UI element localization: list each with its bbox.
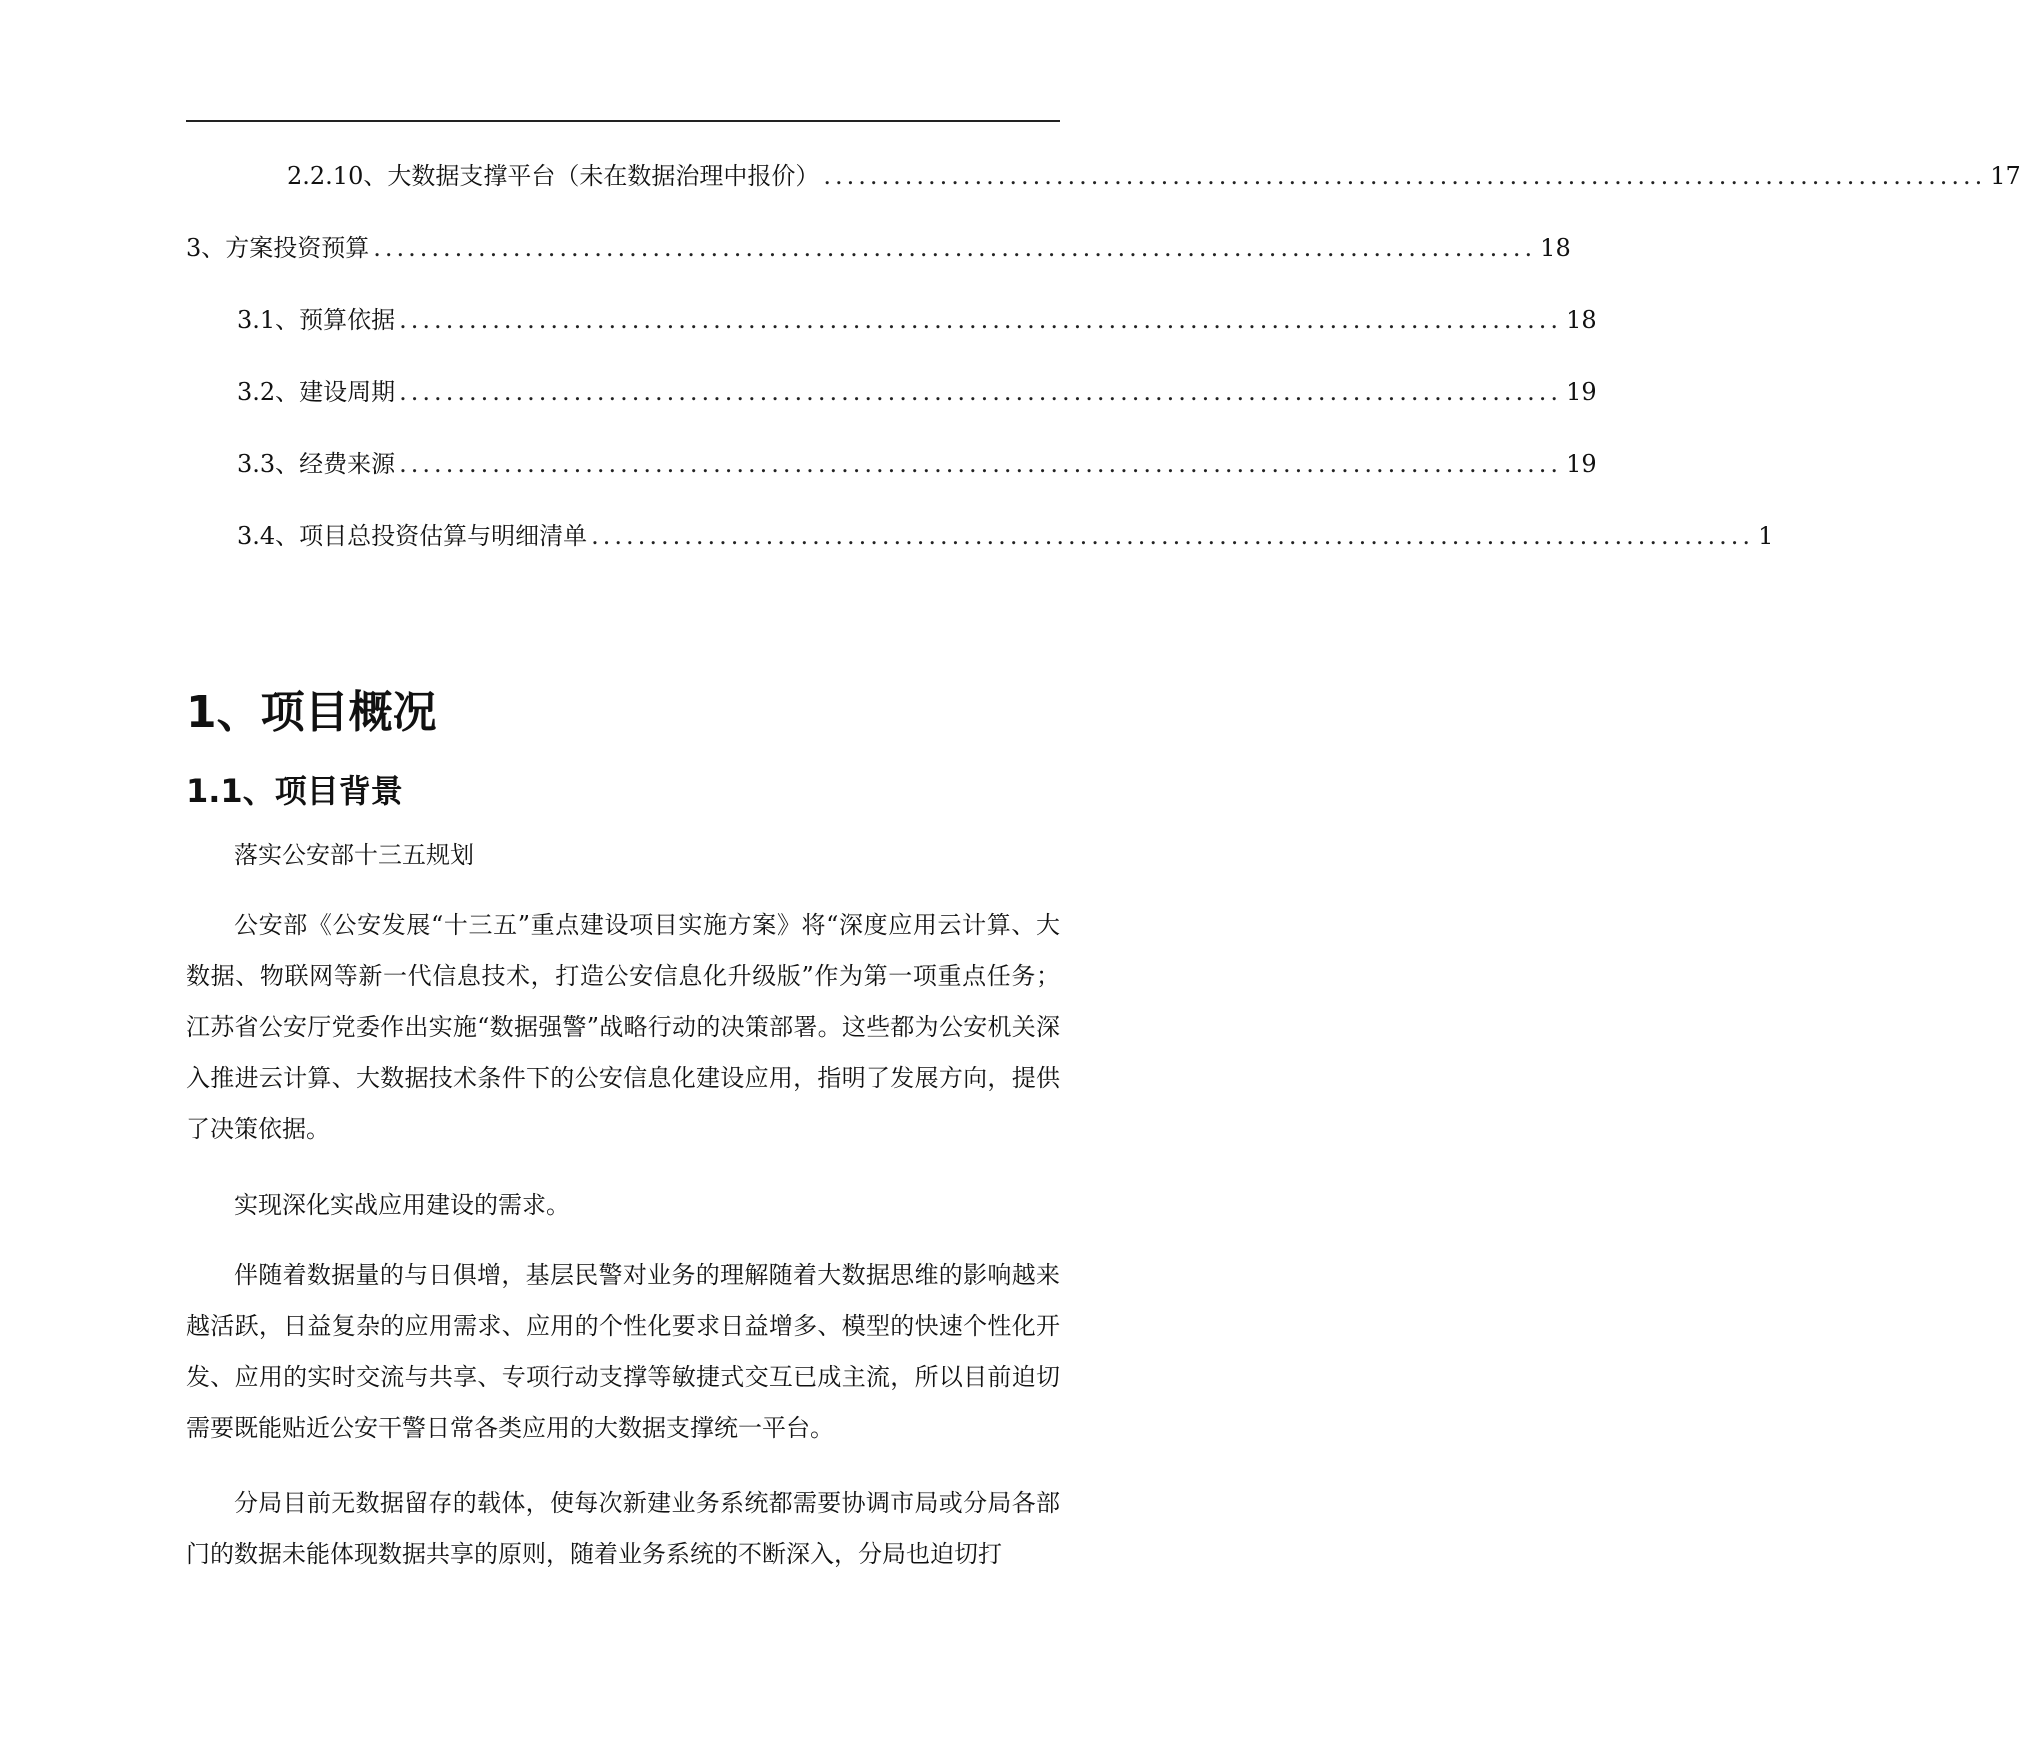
toc-entry-page: 17 [1990,162,2021,190]
toc-entry-label: 3.4、项目总投资估算与明细清单 [237,522,588,550]
section-heading: 1、项目概况 [186,687,437,738]
toc-leader: .................................................................................................... [373,234,1537,262]
toc-leader: .................................................................................................... [399,306,1563,334]
toc-leader: .................................................................................................... [399,378,1563,406]
toc-entry-label: 2.2.10、大数据支撑平台（未在数据治理中报价） [287,162,820,190]
toc-entry-page: 18 [1540,234,1571,262]
toc-entry-label: 3.3、经费来源 [237,450,396,478]
toc-entry[interactable] [237,302,1597,338]
toc-entry-page: 1 [1758,522,1774,550]
toc-entry[interactable] [287,158,2021,194]
paragraph: 分局目前无数据留存的载体，使每次新建业务系统都需要协调市局或分局各部门的数据未能体现数据共享的原则，随着业务系统的不断深入，分局也迫切打 [186,1489,1060,1568]
toc-leader: .................................................................................................... [591,522,1755,550]
toc-leader: .................................................................................................... [399,450,1563,478]
toc-entry-label: 3.1、预算依据 [237,306,396,334]
toc-entry[interactable] [237,446,1597,482]
paragraph: 实现深化实战应用建设的需求。 [234,1191,570,1219]
toc-entry-page: 19 [1566,378,1597,406]
toc-leader: .................................................................................................... [823,162,1987,190]
paragraph: 伴随着数据量的与日俱增，基层民警对业务的理解随着大数据思维的影响越来越活跃，日益复杂的应用需求、应用的个性化要求日益增多、模型的快速个性化开发、应用的实时交流与共享、专项行动支撑等敏捷式交互已成主流，所以目前迫切需要既能贴近公安干警日常各类应用的大数据支撑统一平台。 [186,1261,1060,1442]
toc-entry[interactable] [237,374,1597,410]
paragraph: 落实公安部十三五规划 [234,841,474,869]
header-rule [186,120,1060,122]
toc-entry-page: 18 [1566,306,1597,334]
toc-entry[interactable] [237,518,1774,554]
toc-entry-label: 3.2、建设周期 [237,378,396,406]
paragraph: 公安部《公安发展“十三五”重点建设项目实施方案》将“深度应用云计算、大数据、物联网等新一代信息技术，打造公安信息化升级版”作为第一项重点任务；江苏省公安厅党委作出实施“数据强警”战略行动的决策部署。这些都为公安机关深入推进云计算、大数据技术条件下的公安信息化建设应用，指明了发展方向，提供了决策依据。 [186,911,1060,1143]
subsection-heading: 1.1、项目背景 [186,772,403,810]
toc-entry-label: 3、方案投资预算 [186,234,370,262]
toc-entry[interactable] [186,230,1571,266]
toc-entry-page: 19 [1566,450,1597,478]
